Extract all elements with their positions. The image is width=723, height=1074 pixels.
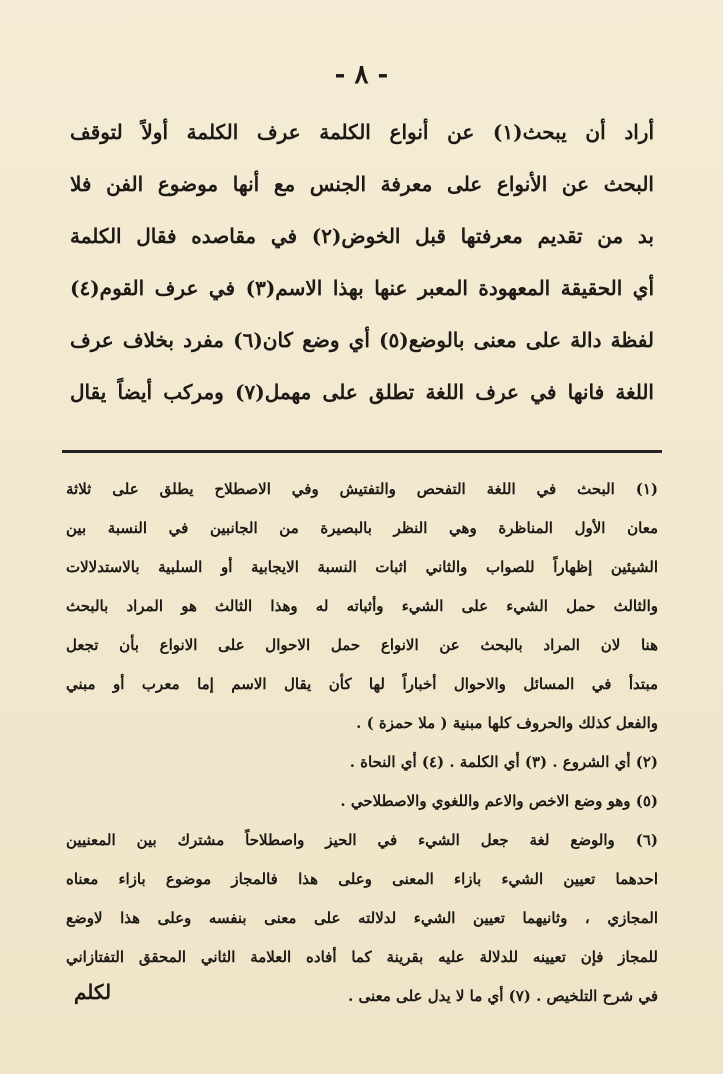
footnote-line: المجازي ، وثانيهما تعيين الشيء لدلالته على معنى بنفسه وعلى هذا لاوضع xyxy=(66,909,658,927)
catchword: لكلم xyxy=(74,980,112,1004)
footnote-line: (١) البحث في اللغة التفحص والتفتيش وفي الاصطلاح يطلق على ثلاثة xyxy=(66,480,658,498)
footnote-line: (٥) وهو وضع الاخص والاعم واللغوي والاصطلاحي . xyxy=(340,792,658,810)
main-text-block xyxy=(70,106,654,418)
footnote-line: (٢) أي الشروع . (٣) أي الكلمة . (٤) أي النحاة . xyxy=(349,753,658,771)
footnote-line: احدهما تعيين الشيء بازاء المعنى وعلى هذا فالمجاز موضوع بازاء معناه xyxy=(66,870,658,888)
footnote-divider xyxy=(62,450,662,453)
main-text-line: أراد أن يبحث(١) عن أنواع الكلمة عرف الكلمة أولاً لتوقف xyxy=(70,120,654,144)
footnote-line: (٦) والوضع لغة جعل الشيء في الحيز واصطلاحاً مشترك بين المعنيين xyxy=(66,831,658,849)
footnote-line: والفعل كذلك والحروف كلها مبنية ( ملا حمزة ) . xyxy=(356,714,658,732)
footnote-line: معان الأول المناظرة وهي النظر بالبصيرة من الجانبين في النسبة بين xyxy=(66,519,658,537)
footnote-line: الشيئين إظهاراً للصواب والثاني اثبات النسبة الايجابية أو السلبية بالاستدلالات xyxy=(66,558,658,576)
footnote-line: مبتدأ في المسائل والاحوال أخباراً لها كأن يقال الاسم إما معرب أو مبني xyxy=(66,675,658,693)
footnote-line: والثالث حمل الشيء على الشيء وأثباته له وهذا الثالث هو المراد بالبحث xyxy=(66,597,658,615)
main-text-line: أي الحقيقة المعهودة المعبر عنها بهذا الاسم(٣) في عرف القوم(٤) xyxy=(70,276,654,300)
footnotes-block xyxy=(66,470,658,1016)
main-text-line: اللغة فانها في عرف اللغة تطلق على مهمل(٧) ومركب أيضاً يقال xyxy=(70,380,654,404)
page-number: - ٨ - xyxy=(334,60,389,90)
footnote-line: للمجاز فإن تعيينه للدلالة عليه بقرينة كما أفاده العلامة الثاني المحقق التفتازاني xyxy=(66,948,658,966)
main-text-line: بد من تقديم معرفتها قبل الخوض(٢) في مقاصده فقال الكلمة xyxy=(70,224,654,248)
footnote-line: هنا لان المراد بالبحث عن الانواع حمل الاحوال على الانواع بأن تجعل xyxy=(66,636,658,654)
main-text-line: لفظة دالة على معنى بالوضع(٥) أي وضع كان(٦) مفرد بخلاف عرف xyxy=(70,328,654,352)
footnote-line: في شرح التلخيص . (٧) أي ما لا يدل على معنى . xyxy=(348,987,658,1005)
main-text-line: البحث عن الأنواع على معرفة الجنس مع أنها موضوع الفن فلا xyxy=(70,172,654,196)
